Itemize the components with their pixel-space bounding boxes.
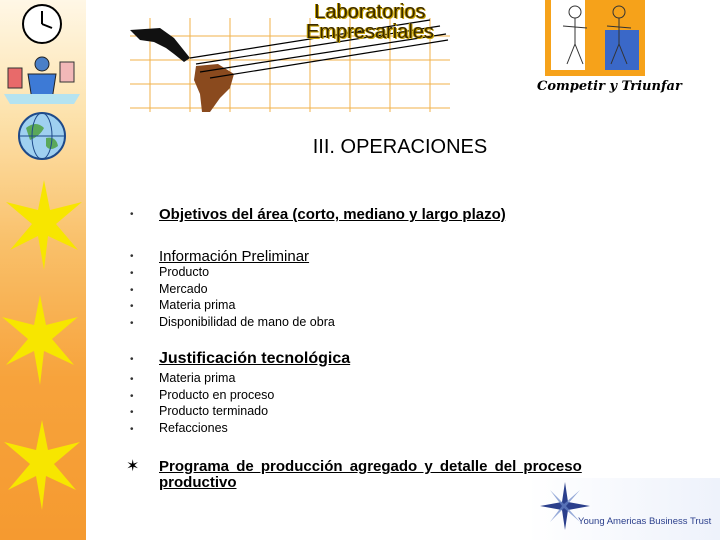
header-title — [250, 2, 490, 42]
footer-logo-text: Young Americas Business Trust — [578, 516, 712, 527]
sub-item: Materia prima — [159, 298, 236, 312]
sub-item: Producto — [159, 265, 210, 279]
tagline: Competir y Triunfar — [537, 79, 682, 94]
bullet: • — [130, 251, 134, 262]
star-bullet: ✶ — [126, 458, 140, 475]
logo-figures-icon — [545, 0, 645, 76]
sub-item: Producto terminado — [159, 404, 269, 418]
item-justificacion: Justificación tecnológica — [159, 350, 351, 367]
sun-icon — [2, 295, 78, 385]
globe-icon — [16, 110, 68, 162]
sun-icon — [6, 180, 82, 270]
sub-item: Disponibilidad de mano de obra — [159, 315, 335, 329]
sub-item: Mercado — [159, 282, 208, 296]
bullet: • — [130, 391, 134, 402]
worker-clipart-icon — [4, 54, 80, 104]
bullet: • — [130, 354, 134, 365]
bullet: • — [130, 285, 134, 296]
item-programa-line2: productivo — [159, 474, 237, 491]
clock-icon — [20, 2, 64, 46]
sun-icon — [4, 420, 80, 510]
header-title-line1: Laboratorios — [314, 1, 426, 23]
bullet: • — [130, 318, 134, 329]
bullet: • — [130, 374, 134, 385]
bullet: • — [130, 301, 134, 312]
sub-item: Producto en proceso — [159, 388, 275, 402]
item-programa-line1: Programa de producción agregado y detalle del proceso — [159, 458, 582, 475]
sub-item: Materia prima — [159, 371, 236, 385]
header-title-line2: Empresariales — [306, 21, 434, 43]
bullet: • — [130, 424, 134, 435]
bullet: • — [130, 209, 134, 220]
bullet: • — [130, 407, 134, 418]
item-objetivos: Objetivos del área (corto, mediano y largo plazo) — [159, 206, 506, 223]
left-sidebar — [0, 0, 86, 540]
bullet: • — [130, 268, 134, 279]
item-informacion-preliminar: Información Preliminar — [159, 248, 310, 265]
sub-item: Refacciones — [159, 421, 228, 435]
page-title: III. OPERACIONES — [312, 136, 488, 158]
